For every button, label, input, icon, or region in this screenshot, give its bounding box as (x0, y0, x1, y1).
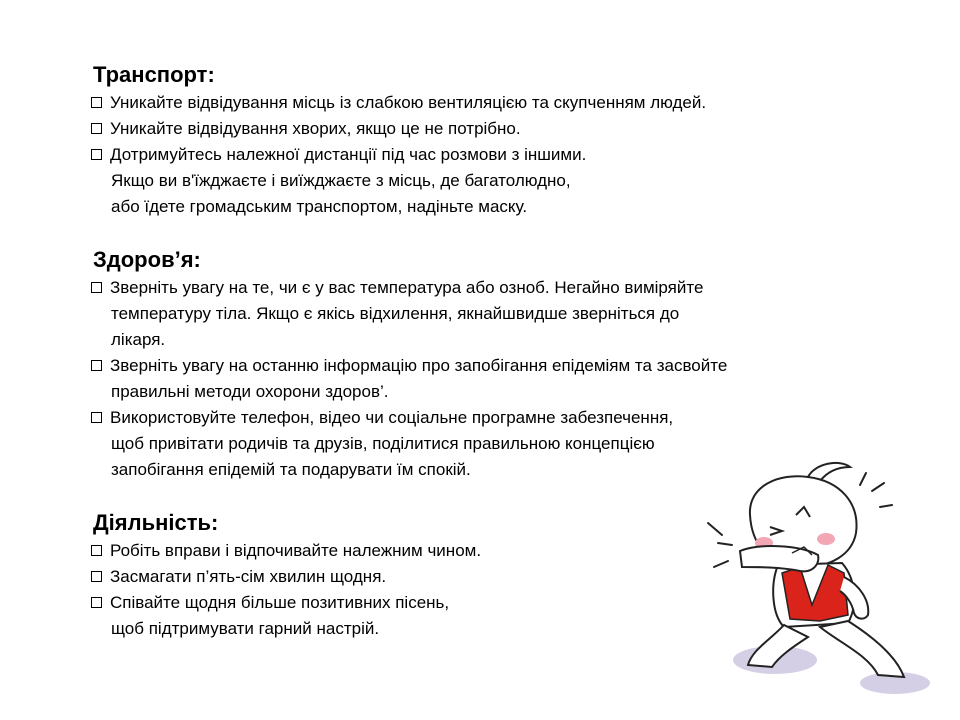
bullet-text-line: Співайте щодня більше позитивних пісень, (110, 593, 450, 612)
bullet-item (90, 275, 910, 353)
bullet-text-line: Використовуйте телефон, відео чи соціальне програмне забезпечення, (110, 408, 674, 427)
checkbox-bullet-icon (91, 149, 102, 160)
bullet-item (90, 142, 910, 220)
bullet-text-line: температуру тіла. Якщо є якісь відхилення, якнайшвидше зверніться до (111, 304, 680, 323)
bullet-text-line: Уникайте відвідування хворих, якщо це не потрібно. (110, 119, 521, 138)
leg-right (820, 621, 904, 677)
checkbox-bullet-icon (91, 571, 102, 582)
bullet-text-line: Дотримуйтесь належної дистанції під час розмови з іншими. (110, 145, 587, 164)
checkbox-bullet-icon (91, 545, 102, 556)
bullet-text-line: Зверніть увагу на останню інформацію про запобігання епідеміям та засвойте (110, 356, 728, 375)
section (90, 245, 910, 483)
bullet-text-line: щоб підтримувати гарний настрій. (111, 619, 380, 638)
checkbox-bullet-icon (91, 97, 102, 108)
checkbox-bullet-icon (91, 282, 102, 293)
bullet-text-line: правильні методи охорони здоров’. (111, 382, 389, 401)
bullet-text-line: щоб привітати родичів та друзів, поділитися правильною концепцією (111, 434, 655, 453)
bullet-text-line: Уникайте відвідування місць із слабкою вентиляцією та скупченням людей. (110, 93, 707, 112)
bullet-text-line: Зверніть увагу на те, чи є у вас температура або озноб. Негайно виміряйте (110, 278, 704, 297)
bullet-text-line: Засмагати п’ять-сім хвилин щодня. (110, 567, 387, 586)
checkbox-bullet-icon (91, 123, 102, 134)
section-heading: Здоров’я: (93, 247, 201, 272)
checkbox-bullet-icon (91, 412, 102, 423)
bullet-text-line: Робіть вправи і відпочивайте належним чином. (110, 541, 482, 560)
bullet-text-line: Якщо ви в'їжджаєте і виїжджаєте з місць, де багатолюдно, (111, 171, 571, 190)
bullet-item (90, 116, 910, 142)
bullet-item (90, 90, 910, 116)
bullet-item (90, 353, 910, 405)
bullet-text-line: запобігання епідемій та подарувати їм спокій. (111, 460, 471, 479)
section (90, 60, 910, 220)
section-heading: Діяльність: (93, 510, 219, 535)
cheek-right (817, 533, 835, 545)
checkbox-bullet-icon (91, 360, 102, 371)
checkbox-bullet-icon (91, 597, 102, 608)
bullet-text-line: або їдете громадським транспортом, надіньте маску. (111, 197, 528, 216)
coughing-child-illustration (700, 455, 940, 705)
section-heading: Транспорт: (93, 62, 215, 87)
bullet-text-line: лікаря. (111, 330, 166, 349)
